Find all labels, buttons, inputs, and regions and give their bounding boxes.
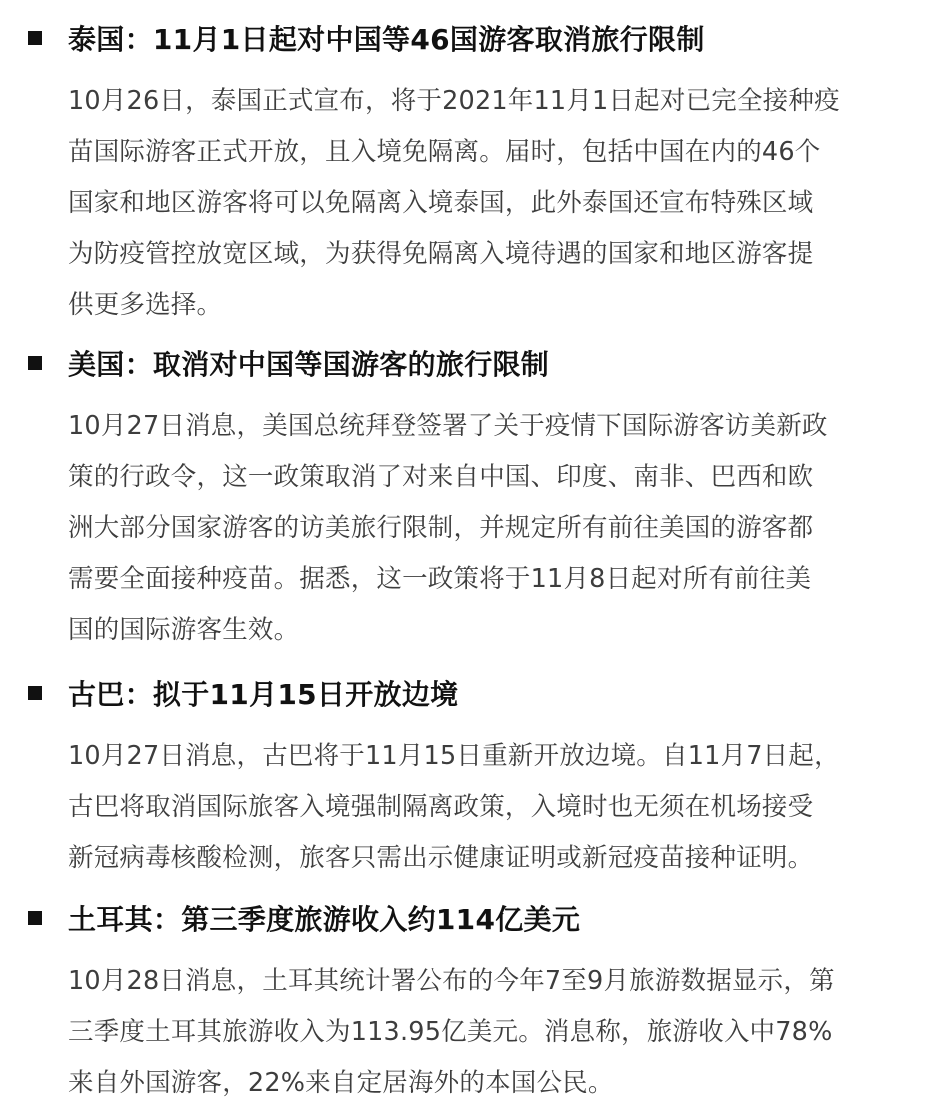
body-line: 10月26日，泰国正式宣布，将于2021年11月1日起对已完全接种疫 (68, 86, 840, 116)
body-line: 10月27日消息，古巴将于11月15日重新开放边境。自11月7日起， (68, 741, 840, 771)
body-line: 来自外国游客，22%来自定居海外的本国公民。 (68, 1068, 614, 1098)
body-line: 为防疫管控放宽区域，为获得免隔离入境待遇的国家和地区游客提 (68, 239, 814, 269)
section-title: 泰国：11月1日起对中国等46国游客取消旅行限制 (68, 23, 705, 56)
section-title: 古巴：拟于11月15日开放边境 (68, 678, 459, 711)
square-bullet-icon (28, 911, 42, 925)
body-line: 国的国际游客生效。 (68, 615, 300, 645)
section-heading (28, 18, 705, 58)
body-line: 10月27日消息，美国总统拜登签署了关于疫情下国际游客访美新政 (68, 411, 828, 441)
body-line: 苗国际游客正式开放，且入境免隔离。届时，包括中国在内的46个 (68, 137, 821, 167)
body-line: 供更多选择。 (68, 290, 223, 320)
section-heading (28, 673, 458, 713)
section-body (68, 956, 910, 1109)
body-line: 古巴将取消国际旅客入境强制隔离政策，入境时也无须在机场接受 (68, 792, 814, 822)
section-body (68, 731, 910, 884)
body-line: 三季度土耳其旅游收入为113.95亿美元。消息称，旅游收入中78% (68, 1017, 833, 1047)
square-bullet-icon (28, 31, 42, 45)
section-body (68, 401, 910, 656)
section-title: 土耳其：第三季度旅游收入约114亿美元 (68, 903, 581, 936)
section-title: 美国：取消对中国等国游客的旅行限制 (68, 348, 550, 381)
section-heading (28, 898, 580, 938)
body-line: 新冠病毒核酸检测，旅客只需出示健康证明或新冠疫苗接种证明。 (68, 843, 814, 873)
section-body (68, 76, 910, 331)
square-bullet-icon (28, 686, 42, 700)
body-line: 洲大部分国家游客的访美旅行限制，并规定所有前往美国的游客都 (68, 513, 814, 543)
section-heading (28, 343, 549, 383)
body-line: 国家和地区游客将可以免隔离入境泰国，此外泰国还宣布特殊区域 (68, 188, 814, 218)
body-line: 策的行政令，这一政策取消了对来自中国、印度、南非、巴西和欧 (68, 462, 814, 492)
body-line: 10月28日消息，土耳其统计署公布的今年7至9月旅游数据显示，第 (68, 966, 835, 996)
square-bullet-icon (28, 356, 42, 370)
body-line: 需要全面接种疫苗。据悉，这一政策将于11月8日起对所有前往美 (68, 564, 812, 594)
